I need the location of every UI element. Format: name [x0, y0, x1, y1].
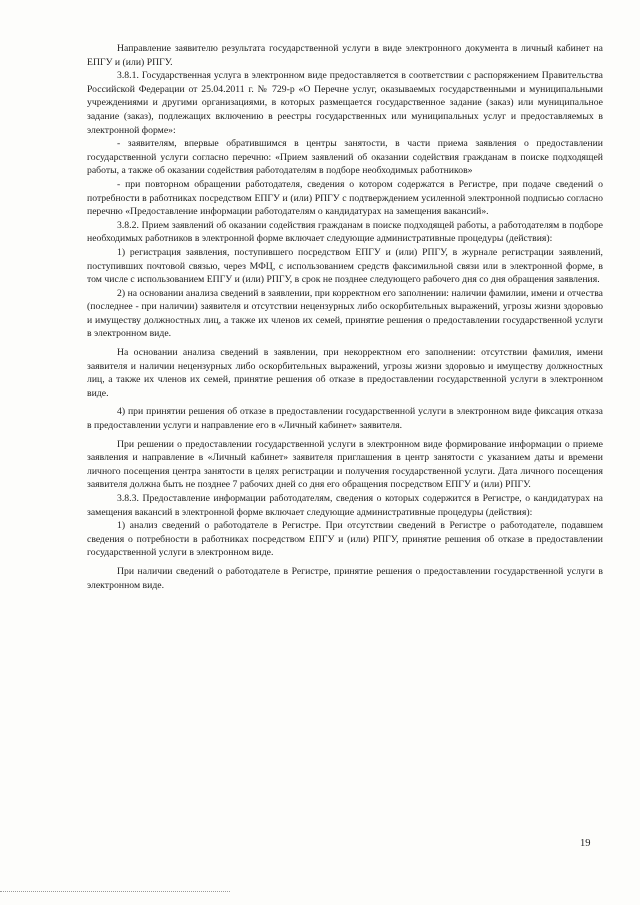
paragraph-repeat-employer: - при повторном обращении работодателя, сведения о котором содержатся в Регистре, при подаче сведений о потребности в работниках посредством ЕПГУ и (или) РПГУ с подтверждением усиленной электронной подписью согласно перечню «Предоставление информации работодателям о кандидатурах на замещения вакансий». — [87, 178, 603, 218]
paragraph-3-8-1: 3.8.1. Государственная услуга в электронном виде предоставляется в соответствии с распоряжением Правительства Российской Федерации от 25.04.2011 г. № 729-р «О Перечне услуг, оказываемых государственными и муниципальными учреждениями и другими организациями, в которых размещается государственное задание (заказ) или муниципальное задание (заказ), подлежащих включению в реестры государственных или муниципальных услуг и предоставляемых в электронной форме»: — [87, 70, 603, 136]
paragraph-item-4-refusal: 4) при принятии решения об отказе в предоставлении государственной услуги в электронном виде фиксация отказа в предоставлении услуги и направление его в «Личный кабинет» заявителя. — [87, 406, 603, 432]
paragraph-provision-decision: При решении о предоставлении государственной услуги в электронном виде формирование информации о приеме заявления и направление в «Личный кабинет» заявителя приглашения в центр занятости с указанием даты и времени личного посещения центра занятости в целях регистрации и получения государственной услуги. Дата личного посещения заявителя должна быть не позднее 7 рабочих дней со дня его обращения посредством ЕПГУ и (или) РПГУ. — [87, 438, 603, 491]
paragraph-registry-present: При наличии сведений о работодателе в Регистре, принятие решения о предоставлении государственной услуги в электронном виде. — [87, 565, 603, 591]
paragraph-first-applicants: - заявителям, впервые обратившимся в центры занятости, в части приема заявления о предоставлении государственной услуги согласно перечню: «Прием заявлений об оказании содействия гражданам в поиске подходящей работы, а также об оказании содействия работодателям в подборе необходимых работников» — [87, 138, 603, 177]
paragraph-incorrect-filling: На основании анализа сведений в заявлении, при некорректном его заполнении: отсутствии фамилия, имени заявителя и наличии нецензурных либо оскорбительных выражений, угрозы жизни здоровью и имуществу должностных лиц, а также их членов их семей, принятие решения об отказе в предоставлении государственной услуги в электронном виде. — [87, 347, 603, 399]
scan-edge-line — [0, 891, 230, 892]
document-body — [87, 42, 603, 592]
paragraph-3-8-2: 3.8.2. Прием заявлений об оказании содействия гражданам в поиске подходящей работы, а работодателям в подборе необходимых работников в электронной форме включает следующие административные процедуры (действия): — [87, 219, 603, 245]
paragraph-3-8-3: 3.8.3. Предоставление информации работодателям, сведения о которых содержится в Регистре, о кандидатурах на замещения вакансий в электронной форме включает следующие административные процедуры (действия): — [87, 493, 603, 518]
paragraph-result-direction: Направление заявителю результата государственной услуги в виде электронного документа в личный кабинет на ЕПГУ и (или) РПГУ. — [87, 43, 603, 68]
page-number: 19 — [580, 838, 591, 849]
paragraph-item-1-registration: 1) регистрация заявления, поступившего посредством ЕПГУ и (или) РПГУ, в журнале регистрации заявлений, поступивших почтовой связью, через МФЦ, с использованием средств факсимильной связи или в электронной форме, в том числе с использованием ЕПГУ и (или) РПГУ, в срок не позднее следующего рабочего дня со дня обращения заявления. — [87, 246, 603, 286]
paragraph-registry-analysis: 1) анализ сведений о работодателе в Регистре. При отсутствии сведений в Регистре о работодателе, подавшем сведения о потребности в работниках посредством ЕПГУ и (или) РПГУ, принятие решения об отказе в предоставлении государственной услуги в электронном виде. — [87, 520, 603, 559]
paragraph-item-2-analysis: 2) на основании анализа сведений в заявлении, при корректном его заполнении: наличии фамилии, имени и отчества (последнее - при наличии) заявителя и отсутствии нецензурных либо оскорбительных выражений, угрозы жизни здоровью и имуществу должностных лиц, а также их членов их семей, принятие решения о предоставлении государственной услуги в электронном виде. — [87, 287, 603, 340]
